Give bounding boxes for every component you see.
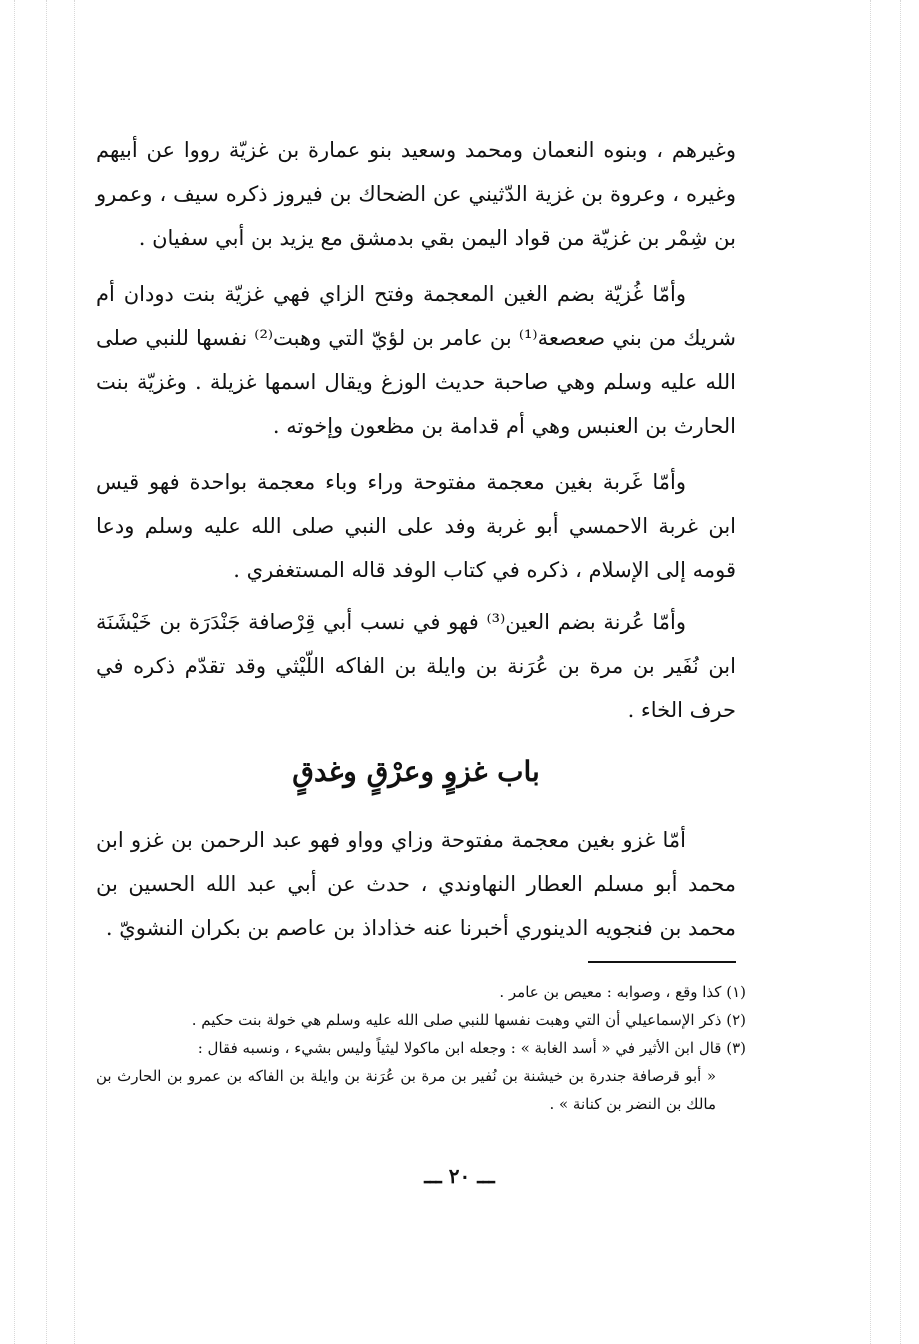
footnotes [96,978,746,1118]
paragraph: وأمّا غَربة بغين معجمة مفتوحة وراء وباء معجمة بواحدة فهو قيس ابن غربة الاحمسي أبو غربة وفد على النبي صلى الله عليه وسلم ودعا قومه إلى الإسلام ، ذكره في كتاب الوفد قاله المستغفري . [96,470,736,582]
paragraph: وأمّا غُزيّة بضم الغين المعجمة وفتح الزاي فهي غزيّة بنت دودان أم شريك من بني صعصعة⁽¹⁾ بن عامر بن لؤيّ التي وهبت⁽²⁾ نفسها للنبي صلى الله عليه وسلم وهي صاحبة حديث الوزغ ويقال اسمها غزيلة . وغزيّة بنت الحارث بن العنبس وهي أم قدامة بن مظعون وإخوته . [96,282,736,438]
paragraph: أمّا غزو بغين معجمة مفتوحة وزاي وواو فهو عبد الرحمن بن غزو ابن محمد أبو مسلم العطار النهاوندي ، حدث عن أبي عبد الله الحسين بن محمد بن فنجويه الدينوري أخبرنا عنه خذاداذ بن عاصم بن بكران النشويّ . [96,828,736,940]
scan-artifact-line [74,0,75,1344]
footnote-separator [588,961,736,963]
page-number: ـــ ٢٠ ـــ [424,1164,495,1188]
scan-artifact-line [46,0,47,1344]
body-paragraph-block-4 [96,600,736,732]
scan-artifact-line [14,0,15,1344]
paragraph: وأمّا عُرنة بضم العين⁽³⁾ فهو في نسب أبي قِرْصافة جَنْدَرَة بن خَيْشَنَة ابن نُفَير بن مرة بن عُرَنة بن وايلة بن الفاكه اللّيْثي وقد تقدّم ذكره في حرف الخاء . [96,610,736,722]
footnote-2: (٢) ذكر الإسماعيلي أن التي وهبت نفسها للنبي صلى الله عليه وسلم هي خولة بنت حكيم . [191,1011,746,1029]
footnote-3: (٣) قال ابن الأثير في « أسد الغابة » : وجعله ابن ماكولا ليثياً وليس بشيء ، ونسبه فقال : [197,1039,746,1057]
section-heading: باب غزوٍ وعرْقٍ وغدقٍ [292,755,540,788]
footnote-quote: « أبو قرصافة جندرة بن خيشنة بن نُفير بن مرة بن عُرَنة بن وايلة بن الفاكه بن عمرو بن الحارث بن مالك بن النضر بن كنانة » . [96,1067,716,1113]
scan-artifact-line [870,0,871,1344]
body-paragraph-block-1 [96,128,736,260]
scan-artifact-line [900,0,901,1344]
paragraph: وغيرهم ، وبنوه النعمان ومحمد وسعيد بنو عمارة بن غزيّة رووا عن أبيهم وغيره ، وعروة بن غزية الدّثيني عن الضحاك بن فيروز ذكره سيف ، وعمرو بن شِمْر بن غزيّة من قواد اليمن بقي بدمشق مع يزيد بن أبي سفيان . [96,138,736,250]
body-paragraph-block-5 [96,818,736,950]
footnote-1: (١) كذا وقع ، وصوابه : معيص بن عامر . [499,983,746,1001]
body-paragraph-block-2 [96,272,736,448]
body-paragraph-block-3 [96,460,736,592]
